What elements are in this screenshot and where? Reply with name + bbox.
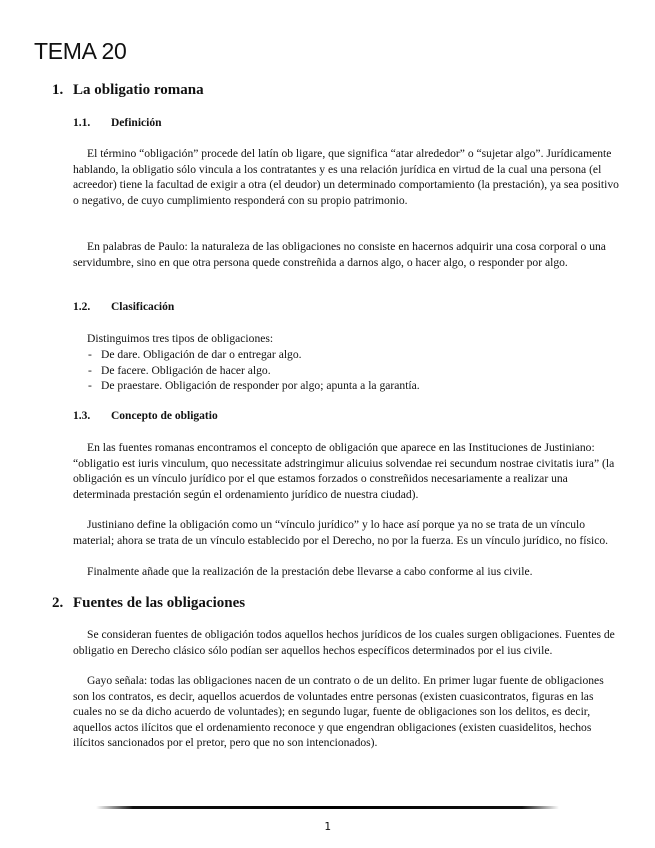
classification-intro: Distinguimos tres tipos de obligaciones: <box>87 332 274 345</box>
classification-list <box>73 347 619 394</box>
sources-paragraph-2: Gayo señala: todas las obligaciones nacen de un contrato o de un delito. En primer lugar fuente de obligaciones son los contratos, es decir, aquellos acuerdos de voluntades entre personas (existen cuasicontratos, figuras en las cuales no se da dicho acuerdo de voluntades); en segundo lugar, fuente de obligaciones son los delitos, es decir, aquellos actos ilícitos que el ordenamiento reconoce y que engendran obligaciones (existen cuasidelitos, hechos ilícitos sancionados por el pretor, pero que no son intencionados). <box>73 674 604 750</box>
section-2-number: 2. <box>52 595 64 611</box>
subsection-1-3-heading <box>73 410 218 422</box>
subsection-1-1-heading <box>73 117 161 129</box>
subsection-1-3-number: 1.3. <box>73 410 91 422</box>
concept-paragraph-2: Justiniano define la obligación como un “vínculo jurídico” y lo hace así porque ya no se trata de un vínculo material; ahora se trata de un vínculo establecido por el Derecho, no por la fuerza. Es un vínculo jurídico, no físico. <box>73 518 609 547</box>
document-title: TEMA 20 <box>34 38 127 64</box>
footer-divider <box>96 806 559 809</box>
list-item: - De facere. Obligación de hacer algo. <box>88 363 271 377</box>
sources-paragraph-1: Se consideran fuentes de obligación todos aquellos hechos jurídicos de los cuales surgen obligaciones. Fuentes de obligatio en Derecho clásico sólo podían ser aquellos hechos específicos determinados por el ius civile. <box>73 628 615 657</box>
section-1-heading <box>52 82 204 99</box>
subsection-1-1-title: Definición <box>111 117 162 129</box>
subsection-1-2-heading <box>73 301 174 313</box>
concept-paragraph-1: En las fuentes romanas encontramos el concepto de obligación que aparece en las Instituciones de Justiniano: “obligatio est iuris vinculum, quo necessitate adstringimur alicuius solvendae rei secundum nostrae civitatis iura” (la obligación es un vínculo jurídico por el que estamos forzados o constreñidos necesariamente a realizar una determinada prestación según el ordenamiento jurídico de nuestra ciudad). <box>73 441 615 501</box>
section-2-heading <box>52 595 245 612</box>
subsection-1-1-number: 1.1. <box>73 117 91 129</box>
subsection-1-2-number: 1.2. <box>73 301 91 313</box>
list-item-text: De facere. Obligación de hacer algo. <box>101 363 271 377</box>
definition-paragraph-2: En palabras de Paulo: la naturaleza de las obligaciones no consiste en hacernos adquirir una cosa corporal o una servidumbre, sino en que otra persona quede constreñida a darnos algo, o hacer algo, o responder por algo. <box>73 240 606 269</box>
concept-paragraph-3: Finalmente añade que la realización de la prestación debe llevarse a cabo conforme al ius civile. <box>87 565 533 578</box>
definition-paragraph-1: El término “obligación” procede del latín ob ligare, que significa “atar alrededor” o “sujetar algo”. Jurídicamente hablando, la obligatio sólo vincula a los contratantes y es una relación jurídica en virtud de la cual una persona (el acreedor) tiene la facultad de exigir a otra (el deudor) un determinado comportamiento (la prestación), ya sea positivo o negativo, de cuyo cumplimiento responderá con su propio patrimonio. <box>73 147 619 207</box>
list-item: - De praestare. Obligación de responder por algo; apunta a la garantía. <box>88 379 420 393</box>
list-item: - De dare. Obligación de dar o entregar algo. <box>88 348 302 361</box>
subsection-1-2-title: Clasificación <box>111 301 175 313</box>
list-item-text: De dare. Obligación de dar o entregar algo. <box>101 348 302 361</box>
page-number: 1 <box>324 820 331 833</box>
list-item-text: De praestare. Obligación de responder por algo; apunta a la garantía. <box>101 379 420 393</box>
section-2-title: Fuentes de las obligaciones <box>73 595 246 611</box>
section-1-number: 1. <box>52 82 64 98</box>
section-1-title: La obligatio romana <box>73 82 204 98</box>
subsection-1-3-title: Concepto de obligatio <box>111 410 218 422</box>
